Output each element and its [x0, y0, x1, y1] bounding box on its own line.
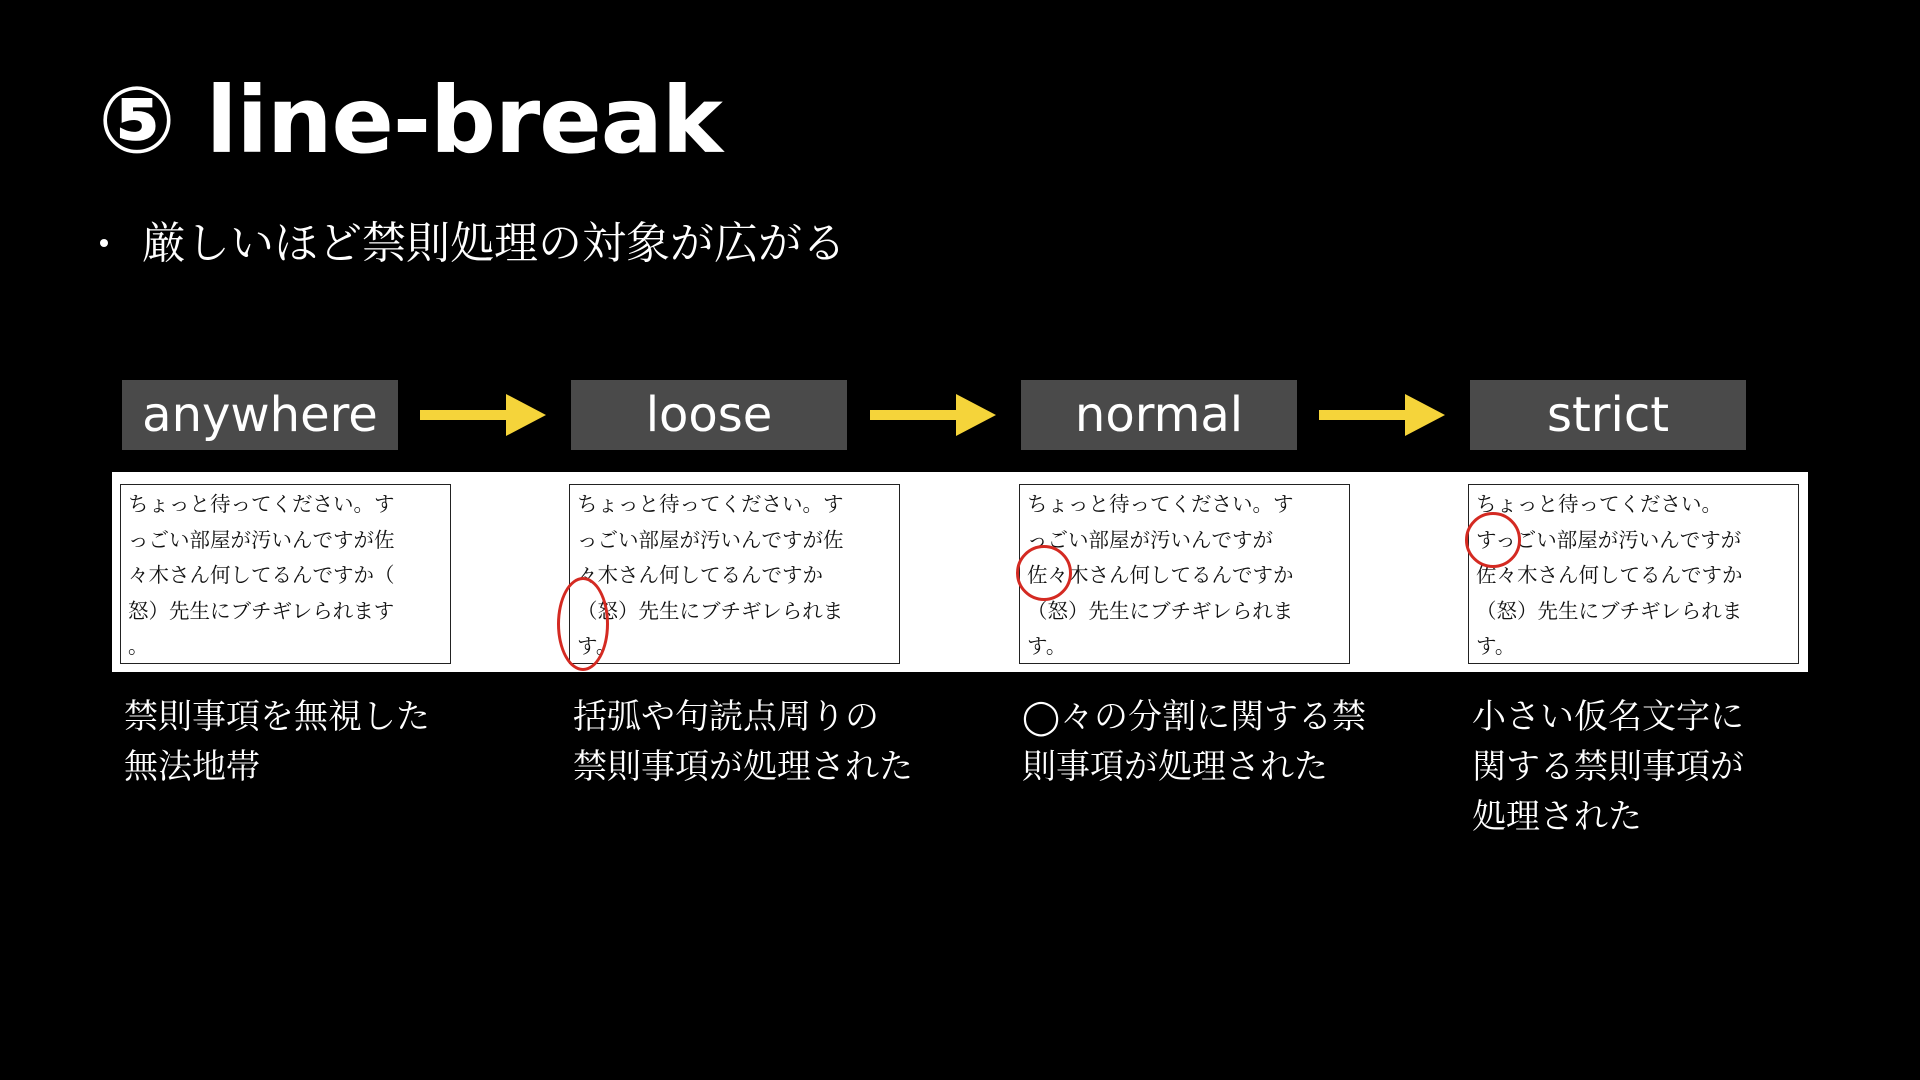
desc-line: 処理された: [1472, 797, 1642, 837]
desc-loose: [573, 692, 913, 792]
red-circle-highlight: [1016, 545, 1072, 601]
demo-line: す。: [577, 634, 617, 658]
label-strict: strict: [1470, 380, 1746, 450]
demo-line: （怒）先生にブチギレられま: [577, 598, 844, 623]
demo-line: 。: [128, 634, 149, 658]
desc-line: 禁則事項が処理された: [573, 747, 913, 787]
label-loose: loose: [571, 380, 847, 450]
bullet-text: 厳しいほど禁則処理の対象が広がる: [142, 218, 846, 269]
demo-line: すっごい部屋が汚いんですが: [1476, 527, 1742, 552]
demo-box-anywhere: [120, 484, 451, 664]
label-normal: normal: [1021, 380, 1297, 450]
demo-line: 々木さん何してるんですか: [577, 563, 823, 587]
desc-line: 則事項が処理された: [1022, 747, 1328, 787]
demo-box-loose: [569, 484, 900, 664]
right-arrow-icon: [1319, 394, 1445, 436]
desc-line: 禁則事項を無視した: [124, 697, 430, 737]
demo-line: ちょっと待ってください。: [1476, 492, 1722, 516]
demo-line: っごい部屋が汚いんですが佐: [128, 527, 395, 552]
desc-line: 関する禁則事項が: [1472, 747, 1744, 787]
demo-line: っごい部屋が汚いんですが佐: [577, 527, 844, 552]
desc-line: 括弧や句読点周りの: [573, 697, 879, 737]
bullet-point: [100, 218, 846, 271]
demo-line: 佐々木さん何してるんですか: [1476, 563, 1743, 587]
demo-line: （怒）先生にブチギレられま: [1027, 598, 1294, 623]
demo-line: （怒）先生にブチギレられま: [1476, 598, 1743, 623]
demo-line: す。: [1027, 634, 1067, 658]
demo-line: 佐々木さん何してるんですか: [1027, 563, 1294, 587]
red-circle-highlight: [1465, 512, 1521, 568]
demo-line: 怒）先生にブチギレられます: [128, 598, 395, 623]
demo-box-strict: [1468, 484, 1799, 664]
desc-strict: [1472, 692, 1744, 842]
desc-line: 無法地帯: [124, 747, 260, 787]
bullet-dot-icon: [100, 239, 108, 247]
right-arrow-icon: [420, 394, 546, 436]
desc-anywhere: [124, 692, 430, 792]
demo-line: ちょっと待ってください。す: [128, 492, 395, 516]
demo-line: す。: [1476, 634, 1516, 658]
desc-normal: [1022, 692, 1366, 792]
red-circle-highlight: [557, 577, 609, 671]
desc-line: 小さい仮名文字に: [1472, 697, 1744, 737]
example-strip: [112, 472, 1808, 672]
label-anywhere: anywhere: [122, 380, 398, 450]
slide-title: ⑤ line-break: [98, 67, 722, 174]
demo-line: っごい部屋が汚いんですが: [1027, 527, 1273, 552]
demo-line: ちょっと待ってください。す: [1027, 492, 1294, 516]
demo-line: 々木さん何してるんですか（: [128, 563, 395, 587]
right-arrow-icon: [870, 394, 996, 436]
demo-line: ちょっと待ってください。す: [577, 492, 844, 516]
desc-line: ◯々の分割に関する禁: [1022, 697, 1367, 737]
